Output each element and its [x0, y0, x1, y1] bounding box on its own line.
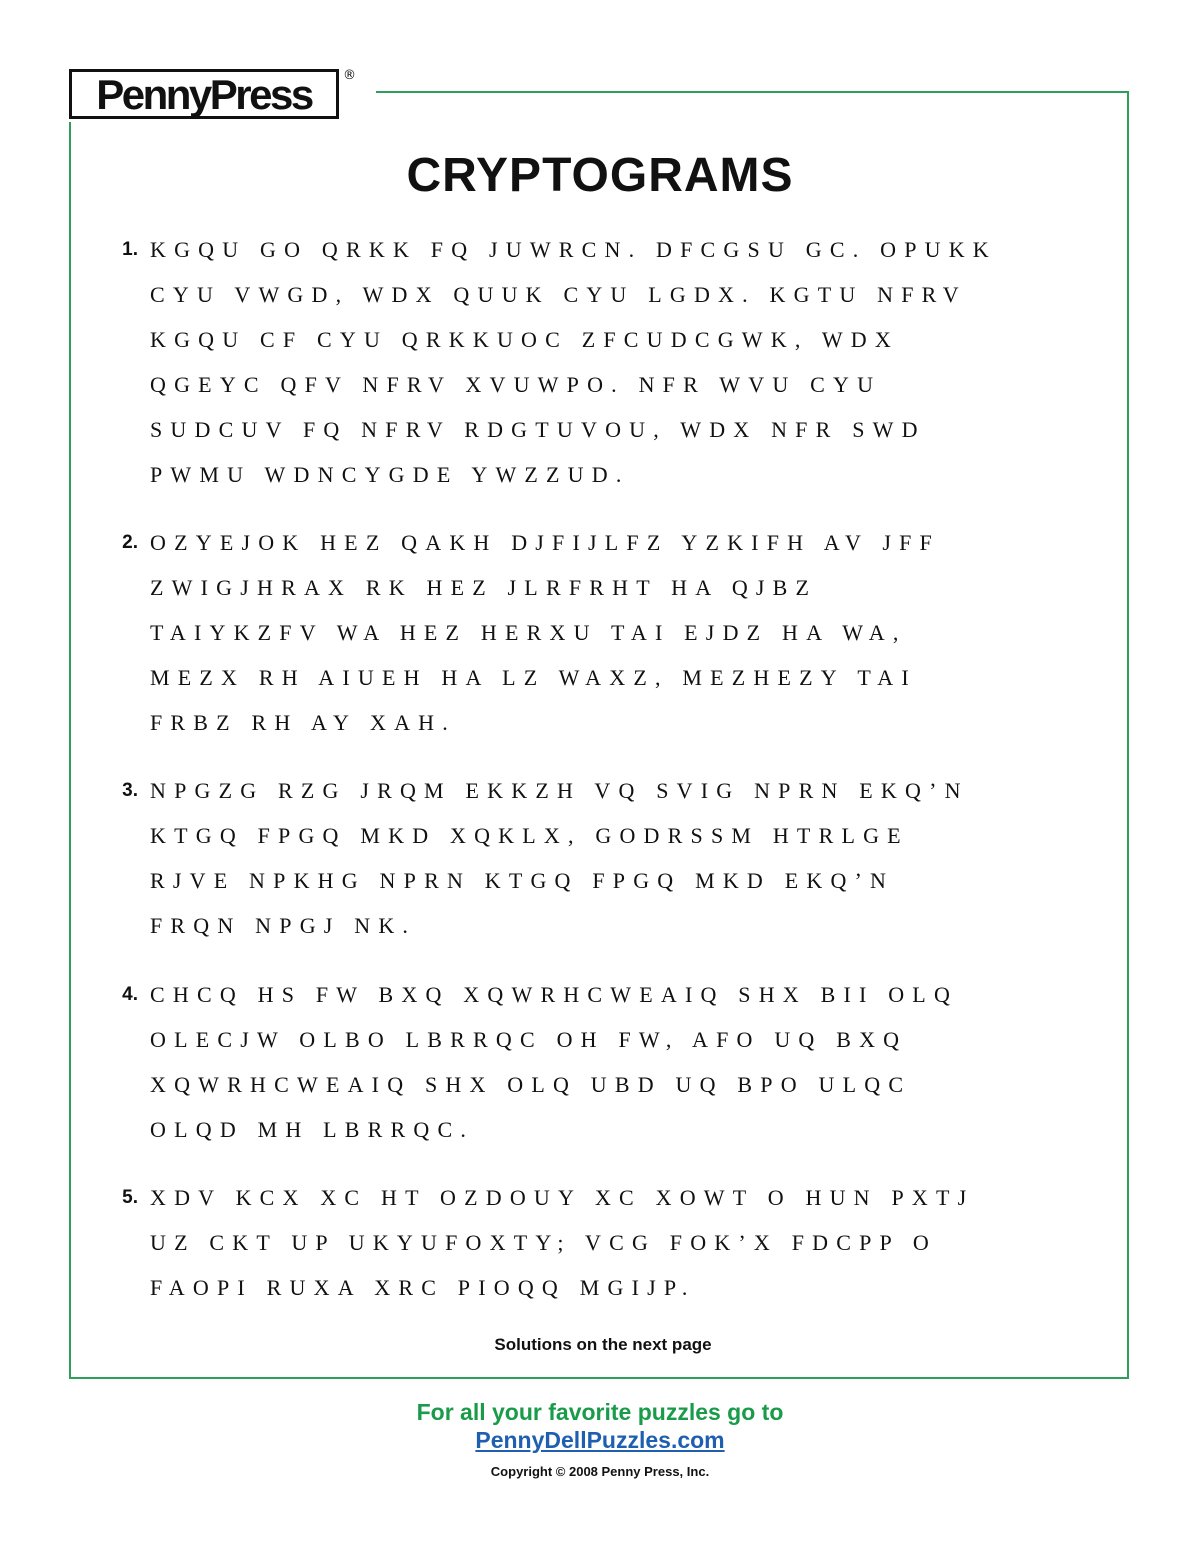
logo-area [60, 64, 376, 122]
puzzle-1 [110, 227, 1110, 497]
puzzle-4 [110, 972, 1110, 1152]
cipher-line: OZYEJOK HEZ QAKH DJFIJLFZ YZKIFH AV JFF [150, 530, 940, 555]
puzzle-number: 5. [122, 1187, 138, 1208]
page-title: CRYPTOGRAMS [406, 149, 794, 202]
cipher-line: MEZX RH AIUEH HA LZ WAXZ, MEZHEZY TAI [150, 665, 917, 690]
website-container [0, 1427, 1200, 1454]
logo-text: PennyPress [96, 70, 312, 118]
puzzle-number: 4. [122, 984, 138, 1005]
promo-text: For all your favorite puzzles go to [416, 1399, 784, 1425]
cipher-line: KGQU GO QRKK FQ JUWRCN. DFCGSU GC. OPUKK [150, 237, 997, 262]
cipher-line: TAIYKZFV WA HEZ HERXU TAI EJDZ HA WA, [150, 620, 907, 645]
cipher-line: ZWIGJHRAX RK HEZ JLRFRHT HA QJBZ [150, 575, 818, 600]
cipher-line: XQWRHCWEAIQ SHX OLQ UBD UQ BPO ULQC [150, 1072, 912, 1097]
cipher-line: XDV KCX XC HT OZDOUY XC XOWT O HUN PXTJ [150, 1185, 975, 1210]
cipher-line: SUDCUV FQ NFRV RDGTUVOU, WDX NFR SWD [150, 417, 926, 442]
cipher-line: RJVE NPKHG NPRN KTGQ FPGQ MKD EKQ’N [150, 868, 895, 893]
cipher-line: OLQD MH LBRRQC. [150, 1117, 475, 1142]
puzzle-number: 3. [122, 780, 138, 801]
puzzle-3 [110, 768, 1110, 948]
cipher-line: FRBZ RH AY XAH. [150, 710, 456, 735]
puzzle-number: 1. [122, 239, 138, 260]
solutions-note: Solutions on the next page [494, 1335, 712, 1354]
cipher-line: CYU VWGD, WDX QUUK CYU LGDX. KGTU NFRV [150, 282, 967, 307]
cipher-line: OLECJW OLBO LBRRQC OH FW, AFO UQ BXQ [150, 1027, 908, 1052]
cipher-line: QGEYC QFV NFRV XVUWPO. NFR WVU CYU [150, 372, 882, 397]
cipher-line: PWMU WDNCYGDE YWZZUD. [150, 462, 630, 487]
puzzle-5 [110, 1175, 1110, 1310]
registered-mark: ® [343, 68, 356, 83]
website-link[interactable]: PennyDellPuzzles.com [475, 1427, 725, 1453]
copyright-text: Copyright © 2008 Penny Press, Inc. [490, 1464, 710, 1479]
cipher-line: NPGZG RZG JRQM EKKZH VQ SVIG NPRN EKQ’N [150, 778, 969, 803]
cipher-line: CHCQ HS FW BXQ XQWRHCWEAIQ SHX BII OLQ [150, 982, 959, 1007]
cipher-line: KGQU CF CYU QRKKUOC ZFCUDCGWK, WDX [150, 327, 899, 352]
cipher-line: FRQN NPGJ NK. [150, 913, 417, 938]
cipher-line: FAOPI RUXA XRC PIOQQ MGIJP. [150, 1275, 696, 1300]
cipher-line: KTGQ FPGQ MKD XQKLX, GODRSSM HTRLGE [150, 823, 909, 848]
cipher-line: UZ CKT UP UKYUFOXTY; VCG FOK’X FDCPP O [150, 1230, 937, 1255]
puzzle-number: 2. [122, 532, 138, 553]
pennypress-logo [69, 69, 339, 119]
puzzle-2 [110, 520, 1110, 745]
